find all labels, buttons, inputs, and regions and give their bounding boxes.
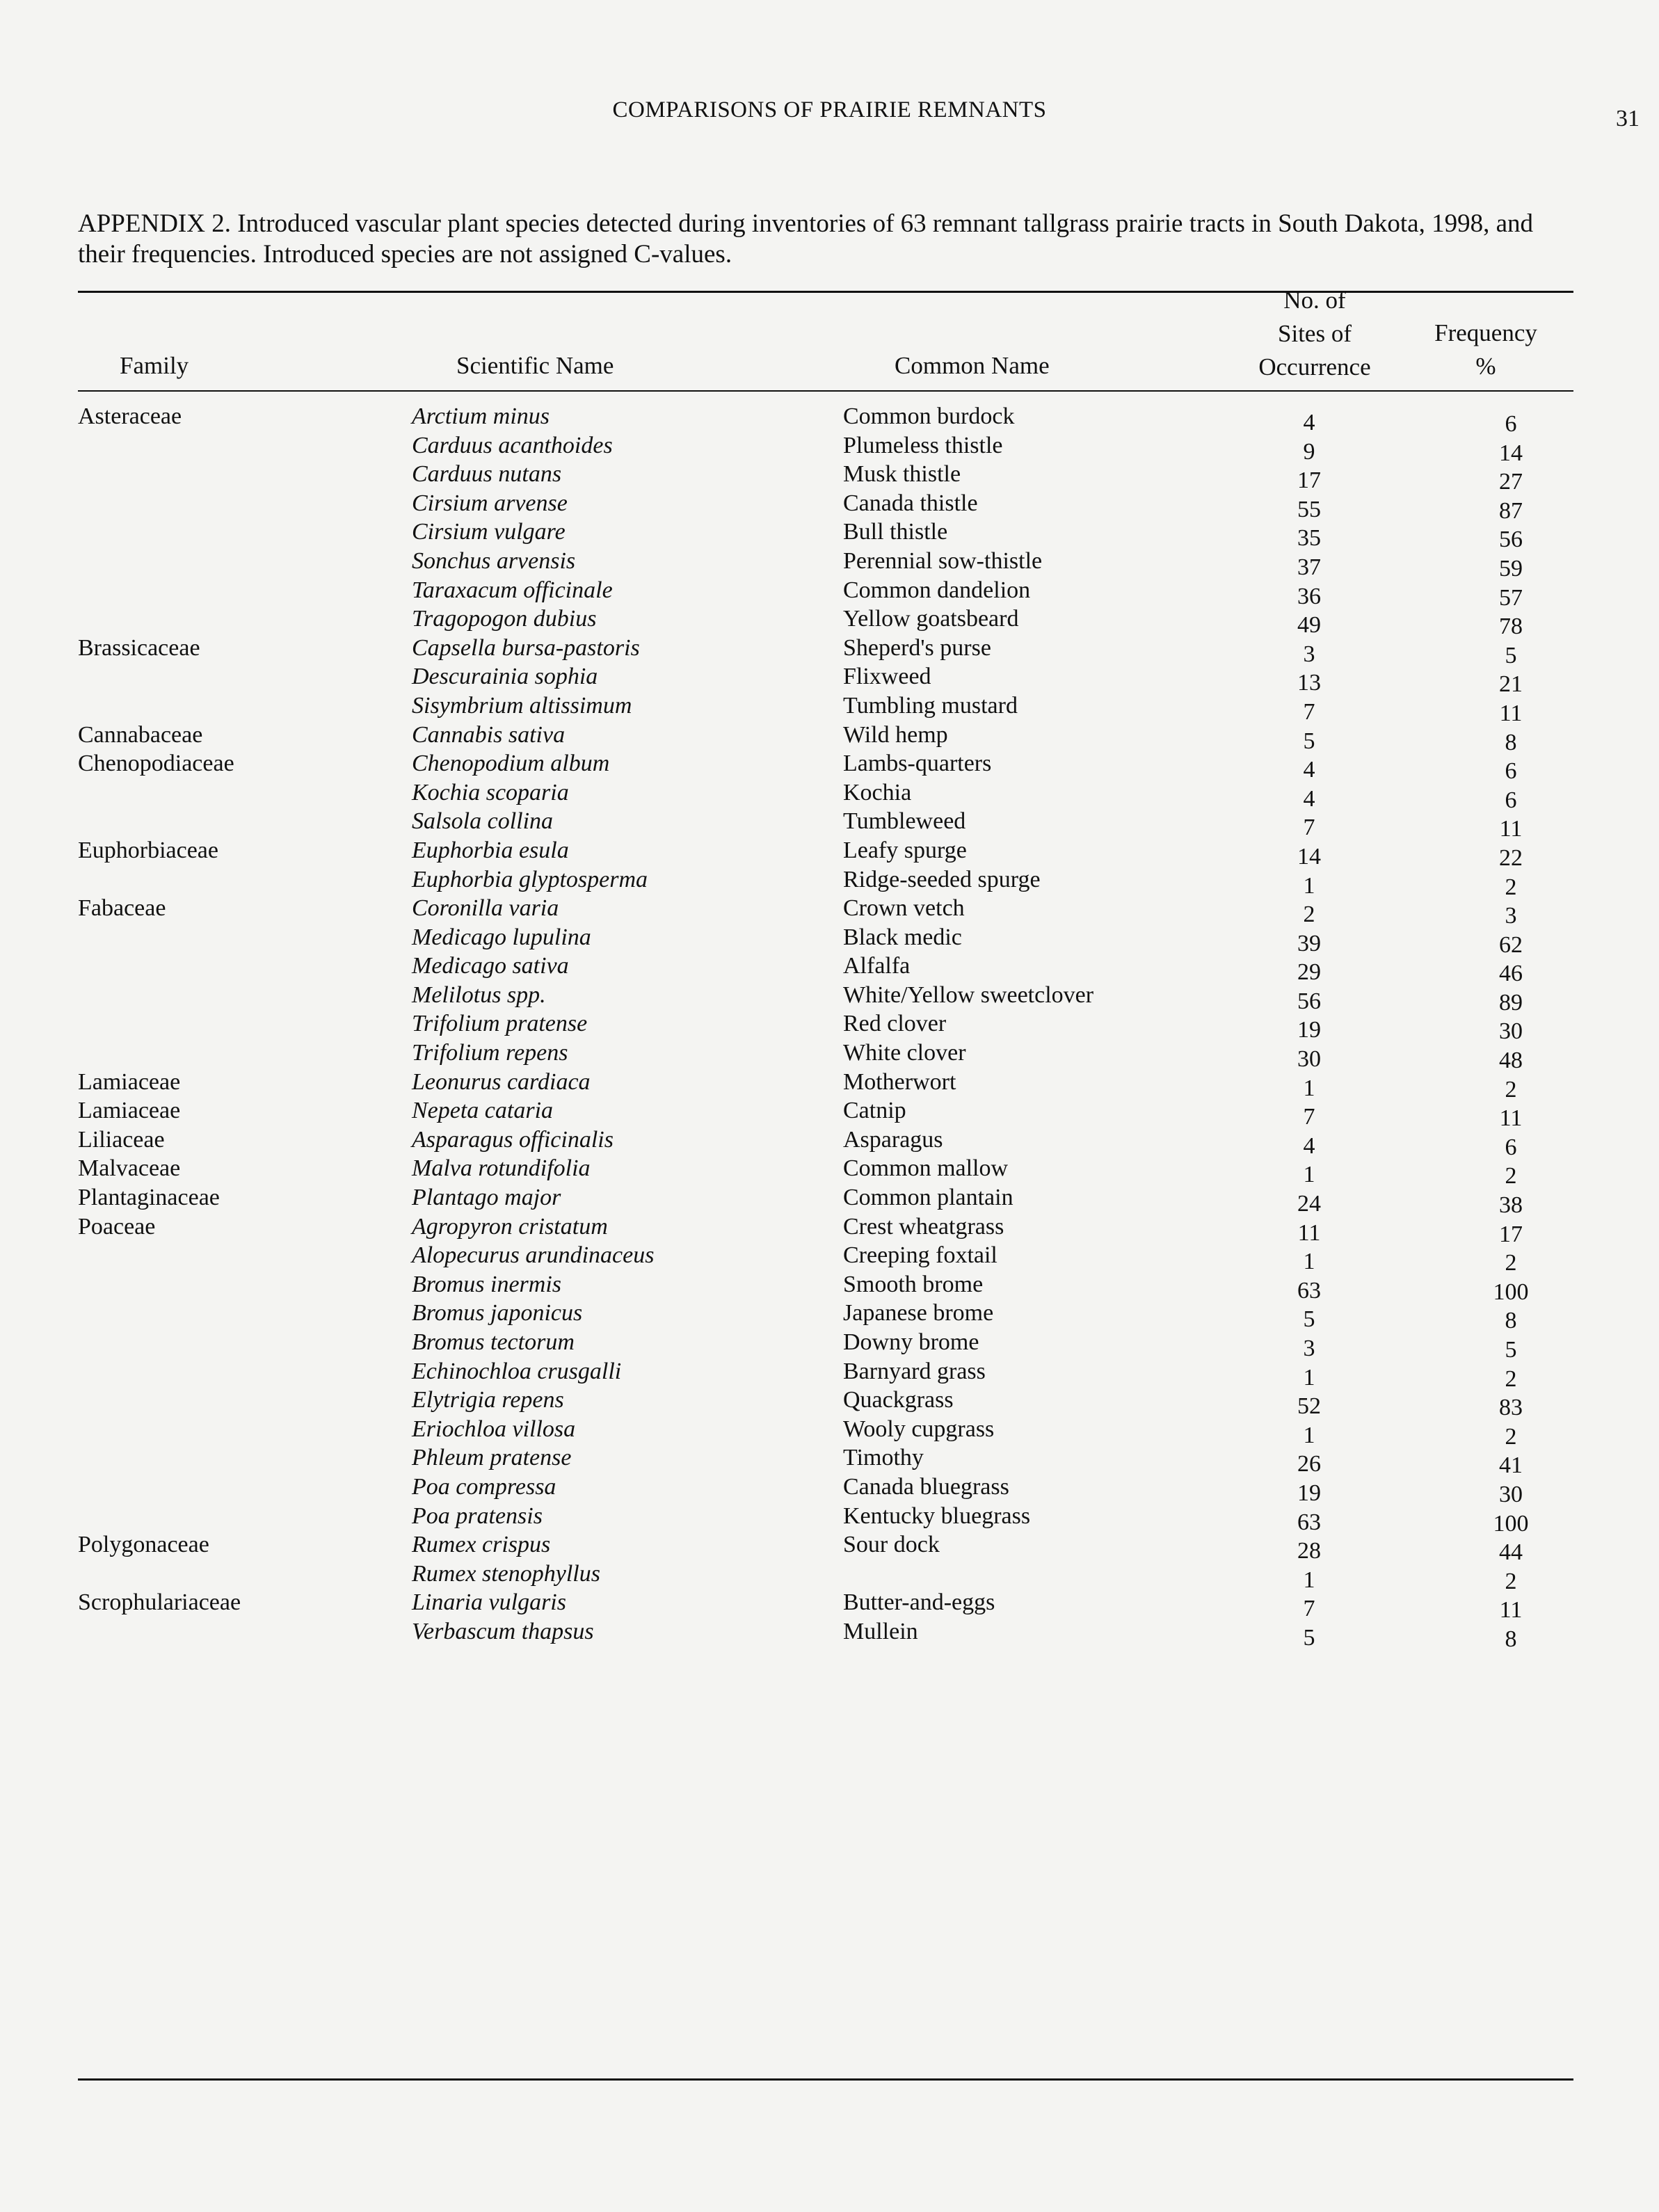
frequency-cell: 6	[1505, 411, 1517, 437]
sites-cell: 63	[1297, 1277, 1321, 1304]
scientific-name-cell: Tragopogon dubius	[412, 606, 597, 632]
common-name-cell: Tumbleweed	[843, 808, 966, 835]
scientific-name-cell: Cannabis sativa	[412, 721, 566, 748]
table-row	[78, 1241, 1573, 1276]
sites-cell: 9	[1303, 438, 1315, 465]
scientific-name-cell: Euphorbia esula	[412, 837, 569, 863]
scientific-name-cell: Medicago sativa	[412, 953, 569, 979]
common-name-cell: Kochia	[843, 779, 912, 806]
common-name-cell: Yellow goatsbeard	[843, 606, 1019, 632]
table-row	[78, 923, 1573, 958]
scientific-name-cell: Sonchus arvensis	[412, 547, 576, 574]
scientific-name-cell: Bromus japonicus	[412, 1300, 583, 1327]
scientific-name-cell: Asparagus officinalis	[412, 1126, 614, 1153]
scientific-name-cell: Poa pratensis	[412, 1502, 543, 1529]
frequency-cell: 6	[1505, 1134, 1517, 1160]
table-row	[78, 1443, 1573, 1479]
scientific-name-cell: Euphorbia glyptosperma	[412, 866, 648, 892]
common-name-cell: Common burdock	[843, 403, 1015, 429]
sites-cell: 49	[1297, 612, 1321, 639]
family-cell: Lamiaceae	[78, 1098, 181, 1124]
sites-cell: 37	[1297, 554, 1321, 580]
sites-cell: 14	[1297, 843, 1321, 869]
family-cell: Polygonaceae	[78, 1532, 209, 1558]
table-row	[78, 1617, 1573, 1652]
table-row	[78, 1039, 1573, 1074]
common-name-cell: Wild hemp	[843, 721, 948, 748]
appendix-caption: APPENDIX 2. Introduced vascular plant species detected during inventories of 63 remnant tallgrass prairie tracts in South Dakota, 1998, and their frequencies. Introduced species are not assigned C-values.	[78, 209, 1533, 269]
col-header-frequency-line-2: %	[1475, 353, 1496, 380]
scientific-name-cell: Bromus tectorum	[412, 1329, 575, 1355]
table-row	[78, 1560, 1573, 1594]
scientific-name-cell: Leonurus cardiaca	[412, 1068, 591, 1095]
family-cell: Lamiaceae	[78, 1068, 181, 1095]
common-name-cell: Sour dock	[843, 1532, 940, 1558]
scientific-name-cell: Linaria vulgaris	[412, 1589, 566, 1616]
table-row	[78, 634, 1573, 668]
common-name-cell: Common dandelion	[843, 577, 1031, 603]
scientific-name-cell: Eriochloa villosa	[412, 1416, 576, 1442]
scientific-name-cell: Sisymbrium altissimum	[412, 692, 632, 719]
table-header-rule	[78, 390, 1573, 392]
table-row	[78, 1270, 1573, 1305]
sites-cell: 1	[1303, 1422, 1315, 1448]
sites-cell: 4	[1303, 757, 1315, 783]
frequency-cell: 11	[1499, 700, 1523, 726]
frequency-cell: 100	[1493, 1279, 1529, 1305]
sites-cell: 1	[1303, 1075, 1315, 1101]
sites-cell: 19	[1297, 1480, 1321, 1506]
table-row	[78, 604, 1573, 640]
common-name-cell: Barnyard grass	[843, 1358, 986, 1384]
common-name-cell: White clover	[843, 1040, 966, 1066]
frequency-cell: 11	[1499, 1105, 1523, 1132]
family-cell: Malvaceae	[78, 1155, 181, 1182]
col-header-scientific-name: Scientific Name	[456, 352, 614, 379]
common-name-cell: Common plantain	[843, 1185, 1013, 1211]
col-header-sites-of-occurrence	[1231, 284, 1398, 384]
sites-cell: 11	[1297, 1219, 1321, 1246]
frequency-cell: 48	[1499, 1048, 1523, 1074]
table-row	[78, 865, 1573, 900]
table-row	[78, 1415, 1573, 1450]
frequency-cell: 100	[1493, 1510, 1529, 1537]
frequency-cell: 87	[1499, 497, 1523, 524]
scientific-name-cell: Taraxacum officinale	[412, 577, 613, 603]
table-row	[78, 489, 1573, 524]
sites-cell: 29	[1297, 959, 1321, 986]
table-row	[78, 981, 1573, 1016]
frequency-cell: 30	[1499, 1018, 1523, 1045]
common-name-cell: Mullein	[843, 1618, 918, 1644]
sites-cell: 17	[1297, 467, 1321, 494]
scientific-name-cell: Chenopodium album	[412, 751, 610, 777]
common-name-cell: Crown vetch	[843, 895, 965, 922]
table-row	[78, 1357, 1573, 1392]
frequency-cell: 2	[1505, 1076, 1517, 1103]
common-name-cell: Wooly cupgrass	[843, 1416, 995, 1442]
frequency-cell: 6	[1505, 758, 1517, 785]
common-name-cell: Crest wheatgrass	[843, 1213, 1004, 1240]
family-cell: Poaceae	[78, 1213, 156, 1240]
common-name-cell: Japanese brome	[843, 1300, 994, 1327]
frequency-cell: 57	[1499, 584, 1523, 611]
common-name-cell: Common mallow	[843, 1155, 1009, 1182]
frequency-cell: 3	[1505, 903, 1517, 929]
scientific-name-cell: Elytrigia repens	[412, 1387, 564, 1413]
scientific-name-cell: Carduus acanthoides	[412, 432, 613, 458]
table-row	[78, 1009, 1573, 1045]
table-row	[78, 1299, 1573, 1334]
common-name-cell: Downy brome	[843, 1329, 979, 1355]
table-row	[78, 836, 1573, 871]
table-row	[78, 778, 1573, 813]
table-row	[78, 894, 1573, 929]
scientific-name-cell: Capsella bursa-pastoris	[412, 634, 640, 661]
family-cell: Chenopodiaceae	[78, 751, 234, 777]
common-name-cell: Canada bluegrass	[843, 1473, 1009, 1500]
frequency-cell: 8	[1505, 1626, 1517, 1652]
sites-cell: 13	[1297, 670, 1321, 696]
common-name-cell: Smooth brome	[843, 1271, 984, 1297]
common-name-cell: Perennial sow-thistle	[843, 547, 1043, 574]
sites-cell: 5	[1303, 728, 1315, 754]
scientific-name-cell: Nepeta cataria	[412, 1098, 554, 1124]
sites-cell: 3	[1303, 641, 1315, 667]
frequency-cell: 22	[1499, 844, 1523, 871]
table-row	[78, 1530, 1573, 1566]
scientific-name-cell: Trifolium pratense	[412, 1011, 588, 1037]
table-row	[78, 1212, 1573, 1247]
frequency-cell: 44	[1499, 1539, 1523, 1566]
sites-cell: 1	[1303, 1566, 1315, 1593]
running-head: COMPARISONS OF PRAIRIE REMNANTS	[612, 97, 1047, 122]
scientific-name-cell: Medicago lupulina	[412, 924, 591, 950]
sites-cell: 1	[1303, 1249, 1315, 1275]
frequency-cell: 2	[1505, 874, 1517, 900]
table-row	[78, 1473, 1573, 1507]
scientific-name-cell: Agropyron cristatum	[412, 1213, 608, 1240]
table-row	[78, 721, 1573, 755]
table-row	[78, 1154, 1573, 1189]
sites-cell: 56	[1297, 988, 1321, 1014]
common-name-cell: Tumbling mustard	[843, 692, 1018, 719]
common-name-cell: Catnip	[843, 1098, 906, 1124]
table-row	[78, 1588, 1573, 1624]
frequency-cell: 2	[1505, 1568, 1517, 1594]
frequency-cell: 2	[1505, 1163, 1517, 1189]
sites-cell: 1	[1303, 1364, 1315, 1390]
table-body	[78, 402, 1573, 1652]
scientific-name-cell: Rumex stenophyllus	[412, 1560, 600, 1587]
family-cell: Fabaceae	[78, 895, 166, 922]
common-name-cell: Bull thistle	[843, 519, 948, 545]
frequency-cell: 11	[1499, 1597, 1523, 1624]
frequency-cell: 6	[1505, 787, 1517, 813]
sites-cell: 5	[1303, 1624, 1315, 1651]
sites-cell: 28	[1297, 1538, 1321, 1564]
scientific-name-cell: Poa compressa	[412, 1473, 556, 1500]
frequency-cell: 2	[1505, 1423, 1517, 1450]
common-name-cell: Black medic	[843, 924, 962, 950]
common-name-cell: Lambs-quarters	[843, 751, 992, 777]
frequency-cell: 56	[1499, 527, 1523, 553]
frequency-cell: 5	[1505, 1337, 1517, 1363]
scientific-name-cell: Arctium minus	[412, 403, 550, 429]
scientific-name-cell: Melilotus spp.	[412, 981, 546, 1008]
frequency-cell: 14	[1499, 440, 1523, 466]
sites-cell: 26	[1297, 1451, 1321, 1477]
common-name-cell: Motherwort	[843, 1068, 956, 1095]
family-cell: Liliaceae	[78, 1126, 165, 1153]
col-header-common-name: Common Name	[895, 352, 1050, 379]
table-row	[78, 1096, 1573, 1132]
sites-cell: 2	[1303, 901, 1315, 928]
sites-cell: 63	[1297, 1509, 1321, 1535]
common-name-cell: Leafy spurge	[843, 837, 967, 863]
sites-cell: 4	[1303, 410, 1315, 435]
sites-cell: 52	[1297, 1393, 1321, 1420]
sites-cell: 7	[1303, 815, 1315, 841]
table-row	[78, 1183, 1573, 1219]
table-row	[78, 402, 1573, 437]
table-row	[78, 1068, 1573, 1103]
sites-cell: 30	[1297, 1046, 1321, 1073]
scientific-name-cell: Cirsium arvense	[412, 490, 568, 516]
frequency-cell: 21	[1499, 671, 1523, 698]
family-cell: Cannabaceae	[78, 721, 203, 748]
scientific-name-cell: Salsola collina	[412, 808, 554, 835]
scientific-name-cell: Kochia scoparia	[412, 779, 569, 806]
sites-cell: 24	[1297, 1191, 1321, 1217]
sites-cell: 7	[1303, 1596, 1315, 1622]
table-row	[78, 1502, 1573, 1537]
table-row	[78, 662, 1573, 698]
common-name-cell: Red clover	[843, 1011, 947, 1037]
scientific-name-cell: Plantago major	[412, 1185, 561, 1211]
scientific-name-cell: Verbascum thapsus	[412, 1618, 594, 1644]
sites-cell: 39	[1297, 930, 1321, 956]
col-header-family: Family	[120, 352, 189, 379]
table-row	[78, 749, 1573, 785]
common-name-cell: Plumeless thistle	[843, 432, 1003, 458]
table-row	[78, 952, 1573, 987]
sites-cell: 55	[1297, 496, 1321, 522]
scientific-name-cell: Echinochloa crusgalli	[412, 1358, 622, 1384]
scientific-name-cell: Descurainia sophia	[412, 664, 598, 690]
sites-cell: 1	[1303, 872, 1315, 899]
table-row	[78, 460, 1573, 495]
frequency-cell: 46	[1499, 961, 1523, 987]
frequency-cell: 27	[1499, 469, 1523, 495]
frequency-cell: 8	[1505, 1308, 1517, 1334]
common-name-cell: Timothy	[843, 1445, 924, 1471]
family-cell: Asteraceae	[78, 403, 182, 429]
family-cell: Scrophulariaceae	[78, 1589, 241, 1616]
sites-cell: 3	[1303, 1336, 1315, 1361]
frequency-cell: 59	[1499, 555, 1523, 582]
frequency-cell: 2	[1505, 1250, 1517, 1276]
common-name-cell: White/Yellow sweetclover	[843, 981, 1094, 1008]
sites-cell: 1	[1303, 1162, 1315, 1188]
table-row	[78, 431, 1573, 466]
frequency-cell: 62	[1499, 931, 1523, 958]
frequency-cell: 11	[1499, 816, 1523, 842]
page-number: 31	[1616, 106, 1640, 131]
table-row	[78, 1386, 1573, 1421]
frequency-cell: 2	[1505, 1365, 1517, 1392]
sites-cell: 36	[1297, 583, 1321, 609]
common-name-cell: Asparagus	[843, 1126, 943, 1153]
sites-cell: 7	[1303, 1104, 1315, 1130]
col-header-sites-line-1: No. of	[1283, 287, 1346, 314]
col-header-frequency	[1404, 316, 1568, 383]
sites-cell: 19	[1297, 1017, 1321, 1043]
table-row	[78, 547, 1573, 582]
family-cell: Plantaginaceae	[78, 1185, 220, 1211]
common-name-cell: Creeping foxtail	[843, 1242, 997, 1269]
table-row	[78, 1328, 1573, 1363]
scientific-name-cell: Bromus inermis	[412, 1271, 562, 1297]
common-name-cell: Quackgrass	[843, 1387, 954, 1413]
sites-cell: 35	[1297, 525, 1321, 552]
scientific-name-cell: Alopecurus arundinaceus	[412, 1242, 655, 1269]
table-row	[78, 576, 1573, 611]
scientific-name-cell: Trifolium repens	[412, 1040, 568, 1066]
frequency-cell: 38	[1499, 1192, 1523, 1219]
scientific-name-cell: Cirsium vulgare	[412, 519, 566, 545]
family-cell: Brassicaceae	[78, 634, 200, 661]
frequency-cell: 5	[1505, 642, 1517, 668]
sites-cell: 7	[1303, 698, 1315, 725]
frequency-cell: 8	[1505, 729, 1517, 755]
common-name-cell: Alfalfa	[843, 953, 911, 979]
family-cell: Euphorbiaceae	[78, 837, 218, 863]
common-name-cell: Butter-and-eggs	[843, 1589, 995, 1616]
sites-cell: 5	[1303, 1306, 1315, 1333]
common-name-cell: Kentucky bluegrass	[843, 1502, 1031, 1529]
table-bottom-rule	[78, 2078, 1573, 2081]
scientific-name-cell: Phleum pratense	[412, 1445, 572, 1471]
frequency-cell: 89	[1499, 989, 1523, 1016]
frequency-cell: 41	[1499, 1452, 1523, 1479]
scientific-name-cell: Coronilla varia	[412, 895, 559, 922]
sites-cell: 4	[1303, 785, 1315, 812]
col-header-frequency-line-1: Frequency	[1434, 319, 1537, 346]
frequency-cell: 17	[1499, 1221, 1523, 1247]
table-row	[78, 807, 1573, 842]
col-header-sites-line-3: Occurrence	[1258, 353, 1371, 380]
frequency-cell: 78	[1499, 614, 1523, 640]
common-name-cell: Sheperd's purse	[843, 634, 991, 661]
table-row	[78, 691, 1573, 726]
scientific-name-cell: Rumex crispus	[412, 1532, 551, 1558]
common-name-cell: Flixweed	[843, 664, 931, 690]
scientific-name-cell: Carduus nutans	[412, 461, 562, 488]
frequency-cell: 83	[1499, 1395, 1523, 1421]
col-header-sites-line-2: Sites of	[1278, 320, 1352, 347]
common-name-cell: Canada thistle	[843, 490, 978, 516]
scientific-name-cell: Malva rotundifolia	[412, 1155, 591, 1182]
common-name-cell: Ridge-seeded spurge	[843, 866, 1041, 892]
table-row	[78, 518, 1573, 553]
common-name-cell: Musk thistle	[843, 461, 961, 488]
frequency-cell: 30	[1499, 1481, 1523, 1507]
table-row	[78, 1125, 1573, 1160]
sites-cell: 4	[1303, 1132, 1315, 1159]
